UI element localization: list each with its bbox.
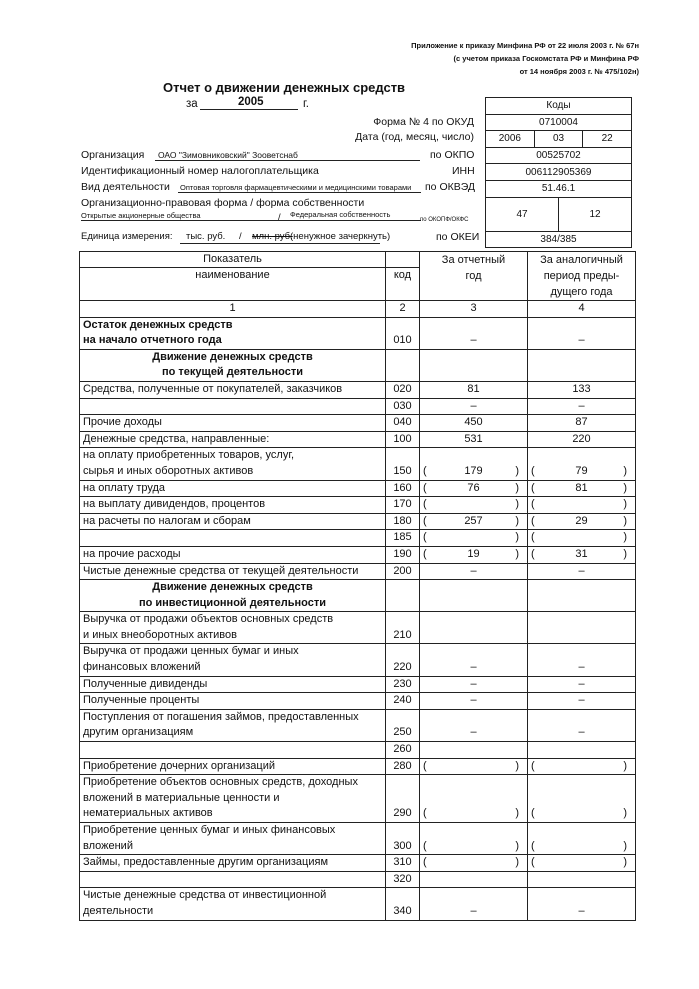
activity-value: Оптовая торговля фармацевтическими и медицинскими товарами	[180, 183, 412, 192]
row-previous-value: –	[528, 317, 636, 349]
table-row	[80, 758, 636, 775]
row-current-value: –	[420, 888, 528, 920]
row-current-value: ( )	[420, 823, 528, 855]
col-number-2: 2	[386, 301, 420, 318]
period-prefix: за	[186, 98, 198, 110]
row-name: Приобретение дочерних организаций	[80, 758, 386, 775]
row-name: Выручка от продажи объектов основных средств и иных внеоборотных активов	[80, 612, 386, 644]
header-code: код	[386, 268, 420, 301]
row-code: 160	[386, 480, 420, 497]
row-name: Приобретение объектов основных средств, доходных вложений в материальные ценности и нематериальных активов	[80, 775, 386, 823]
row-previous-value: ( )	[528, 497, 636, 514]
unit-label: Единица измерения:	[81, 231, 173, 242]
header-name: наименование	[80, 268, 386, 301]
row-name: Прочие доходы	[80, 415, 386, 432]
row-name: на прочие расходы	[80, 546, 386, 563]
row-previous-value: –	[528, 888, 636, 920]
row-code: 310	[386, 855, 420, 872]
row-code: 190	[386, 546, 420, 563]
table-row	[80, 612, 636, 644]
row-previous-value: ( )	[528, 823, 636, 855]
row-previous-value	[528, 580, 636, 612]
col-number-1: 1	[80, 301, 386, 318]
cash-flow-table	[79, 251, 636, 921]
row-current-value: ( )	[420, 775, 528, 823]
table-row	[80, 513, 636, 530]
row-current-value: –	[420, 676, 528, 693]
row-code: 220	[386, 644, 420, 676]
row-name: Остаток денежных средств на начало отчетного года	[80, 317, 386, 349]
codes-box	[485, 97, 632, 248]
legal-note-line1: Приложение к приказу Минфина РФ от 22 июля 2003 г. № 67н	[411, 41, 639, 50]
okpo-code: 00525702	[536, 150, 581, 162]
okei-code: 384/385	[540, 233, 577, 245]
row-name: Денежные средства, направленные:	[80, 431, 386, 448]
period-suffix: г.	[303, 98, 309, 110]
row-previous-value: ( )	[528, 855, 636, 872]
row-previous-value: ( )	[528, 530, 636, 547]
ownership-value: Федеральная собственность	[290, 210, 391, 219]
row-current-value: ( ) 76	[420, 480, 528, 497]
row-current-value: ( )	[420, 758, 528, 775]
row-current-value: ( )	[420, 855, 528, 872]
table-row	[80, 580, 636, 612]
unit-slash: /	[239, 231, 242, 242]
row-name: Поступления от погашения займов, предоставленных другим организациям	[80, 709, 386, 741]
row-current-value	[420, 349, 528, 381]
row-name: Чистые денежные средства от инвестиционной деятельности	[80, 888, 386, 920]
table-row	[80, 855, 636, 872]
row-code: 210	[386, 612, 420, 644]
row-current-value: –	[420, 563, 528, 580]
okopf-label: по ОКОПФ/ОКФС	[420, 217, 469, 223]
table-number-row	[80, 301, 636, 318]
row-code: 260	[386, 742, 420, 759]
row-code: 100	[386, 431, 420, 448]
row-name	[80, 530, 386, 547]
row-name: Средства, полученные от покупателей, заказчиков	[80, 381, 386, 398]
unit-value-1: тыс. руб.	[186, 231, 226, 242]
row-current-value: 81	[420, 381, 528, 398]
row-code: 010	[386, 317, 420, 349]
row-current-value	[420, 871, 528, 888]
row-name: Движение денежных средств по текущей деятельности	[80, 349, 386, 381]
row-code: 340	[386, 888, 420, 920]
table-row	[80, 431, 636, 448]
table-row	[80, 563, 636, 580]
org-value: ОАО "Зимовниковский" Зооветснаб	[158, 150, 298, 160]
row-previous-value: –	[528, 563, 636, 580]
inn-code-label: ИНН	[452, 165, 475, 177]
table-row	[80, 415, 636, 432]
row-code: 320	[386, 871, 420, 888]
table-row	[80, 448, 636, 480]
row-name: Полученные дивиденды	[80, 676, 386, 693]
date-day: 22	[582, 131, 631, 147]
table-row	[80, 398, 636, 415]
row-previous-value: ( ) 29	[528, 513, 636, 530]
legal-form-value: Открытые акционерные общества	[81, 211, 201, 220]
table-row	[80, 709, 636, 741]
row-name	[80, 871, 386, 888]
row-code: 185	[386, 530, 420, 547]
okud-code: 0710004	[539, 116, 578, 128]
table-header-row	[80, 252, 636, 268]
codes-header: Коды	[546, 100, 571, 112]
row-name: Выручка от продажи ценных бумаг и иных финансовых вложений	[80, 644, 386, 676]
row-current-value: –	[420, 317, 528, 349]
table-row	[80, 676, 636, 693]
row-name: Приобретение ценных бумаг и иных финансовых вложений	[80, 823, 386, 855]
row-previous-value: ( ) 81	[528, 480, 636, 497]
row-name: на выплату дивидендов, процентов	[80, 497, 386, 514]
legal-form-label: Организационно-правовая форма / форма собственности	[81, 197, 365, 209]
row-current-value: ( )	[420, 530, 528, 547]
row-current-value	[420, 580, 528, 612]
row-code: 200	[386, 563, 420, 580]
row-previous-value	[528, 612, 636, 644]
table-row	[80, 742, 636, 759]
okved-label: по ОКВЭД	[425, 181, 476, 193]
row-code	[386, 580, 420, 612]
okopf-code: 47	[516, 208, 528, 220]
row-name	[80, 742, 386, 759]
row-previous-value: –	[528, 644, 636, 676]
row-name: Займы, предоставленные другим организациям	[80, 855, 386, 872]
okved-code: 51.46.1	[541, 183, 576, 195]
row-name	[80, 398, 386, 415]
row-name: на оплату труда	[80, 480, 386, 497]
row-name: Движение денежных средств по инвестиционной деятельности	[80, 580, 386, 612]
unit-value-2: млн. руб.	[252, 231, 293, 242]
legal-slash: /	[278, 212, 281, 223]
row-code: 250	[386, 709, 420, 741]
table-row	[80, 530, 636, 547]
row-previous-value: ( ) 79	[528, 448, 636, 480]
report-title: Отчет о движении денежных средств	[163, 80, 406, 95]
row-previous-value: ( )	[528, 758, 636, 775]
row-current-value: –	[420, 644, 528, 676]
row-code: 030	[386, 398, 420, 415]
row-code: 240	[386, 693, 420, 710]
row-current-value	[420, 612, 528, 644]
date-month: 03	[534, 131, 583, 147]
col-number-4: 4	[528, 301, 636, 318]
table-row	[80, 888, 636, 920]
okpo-label: по ОКПО	[430, 149, 475, 161]
row-code: 290	[386, 775, 420, 823]
table-row	[80, 546, 636, 563]
row-previous-value: –	[528, 693, 636, 710]
row-current-value: ( ) 179	[420, 448, 528, 480]
row-name: Полученные проценты	[80, 693, 386, 710]
legal-note-line2: (с учетом приказа Госкомстата РФ и Минфина РФ	[453, 54, 639, 63]
row-code: 150	[386, 448, 420, 480]
row-current-value: 450	[420, 415, 528, 432]
table-row	[80, 381, 636, 398]
period-year: 2005	[238, 96, 264, 108]
inn-code: 006112905369	[525, 166, 592, 178]
row-current-value: ( ) 257	[420, 513, 528, 530]
row-previous-value: –	[528, 676, 636, 693]
inn-label: Идентификационный номер налогоплательщика	[81, 165, 319, 177]
unit-note: (ненужное зачеркнуть)	[290, 231, 391, 242]
org-label: Организация	[81, 149, 145, 161]
row-code: 040	[386, 415, 420, 432]
row-previous-value: 220	[528, 431, 636, 448]
row-previous-value: ( ) 31	[528, 546, 636, 563]
row-code: 020	[386, 381, 420, 398]
row-current-value: –	[420, 398, 528, 415]
row-code: 230	[386, 676, 420, 693]
row-previous-value	[528, 349, 636, 381]
row-code: 180	[386, 513, 420, 530]
okfs-code: 12	[558, 198, 631, 231]
okud-label: Форма № 4 по ОКУД	[373, 116, 474, 128]
date-label: Дата (год, месяц, число)	[355, 131, 474, 143]
row-name: на оплату приобретенных товаров, услуг, сырья и иных оборотных активов	[80, 448, 386, 480]
table-row	[80, 480, 636, 497]
row-previous-value: 87	[528, 415, 636, 432]
header-current-year: За отчетный год	[420, 252, 528, 301]
legal-note-line3: от 14 ноября 2003 г. № 475/102н)	[519, 67, 639, 76]
table-row	[80, 349, 636, 381]
row-code: 300	[386, 823, 420, 855]
row-previous-value: –	[528, 709, 636, 741]
row-name: на расчеты по налогам и сборам	[80, 513, 386, 530]
row-previous-value: –	[528, 398, 636, 415]
activity-label: Вид деятельности	[81, 181, 170, 193]
header-indicator: Показатель	[80, 252, 386, 268]
row-current-value: ( ) 19	[420, 546, 528, 563]
row-code	[386, 349, 420, 381]
table-row	[80, 823, 636, 855]
row-code: 170	[386, 497, 420, 514]
table-row	[80, 644, 636, 676]
header-previous-year: За аналогичный период преды- дущего года	[528, 252, 636, 301]
date-year: 2006	[498, 133, 521, 145]
table-row	[80, 317, 636, 349]
row-current-value: ( )	[420, 497, 528, 514]
col-number-3: 3	[420, 301, 528, 318]
okei-label: по ОКЕИ	[436, 231, 480, 243]
table-row	[80, 871, 636, 888]
row-previous-value: ( )	[528, 775, 636, 823]
row-previous-value	[528, 742, 636, 759]
row-current-value: 531	[420, 431, 528, 448]
row-current-value	[420, 742, 528, 759]
row-previous-value: 133	[528, 381, 636, 398]
row-current-value: –	[420, 693, 528, 710]
table-row	[80, 693, 636, 710]
row-current-value: –	[420, 709, 528, 741]
table-row	[80, 497, 636, 514]
row-name: Чистые денежные средства от текущей деятельности	[80, 563, 386, 580]
row-previous-value	[528, 871, 636, 888]
table-row	[80, 775, 636, 823]
row-code: 280	[386, 758, 420, 775]
